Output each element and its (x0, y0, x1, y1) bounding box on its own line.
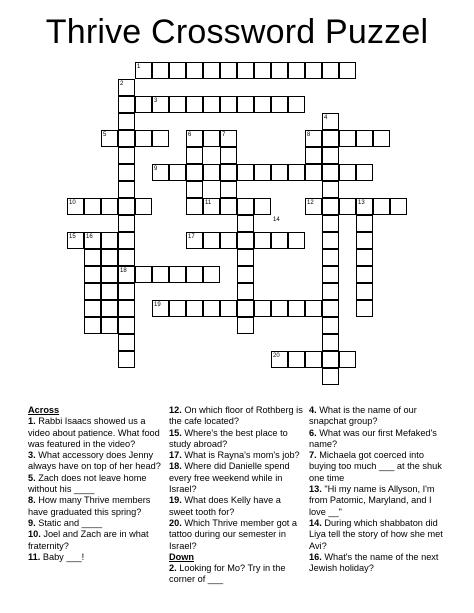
clue-text: Zach does not leave home without his ____ (28, 472, 147, 495)
cell-number: 19 (154, 302, 161, 308)
cell-number: 17 (188, 234, 195, 240)
grid-cell[interactable] (152, 266, 169, 283)
clue (309, 405, 449, 428)
clue-number: 6. (309, 427, 317, 438)
clue (309, 450, 449, 484)
grid-cell[interactable] (220, 300, 237, 317)
clue-text: What is Rayna's mom's job? (184, 450, 300, 461)
grid-cell[interactable] (118, 351, 135, 368)
clue-text: Where's the best place to study abroad? (169, 427, 288, 449)
grid-cell[interactable] (322, 130, 339, 147)
grid-cell[interactable] (322, 351, 339, 368)
grid-cell[interactable] (152, 62, 169, 79)
grid-cell[interactable] (322, 283, 339, 300)
grid-cell[interactable] (118, 334, 135, 351)
clue-text: Rabbi Isaacs showed us a video about patience. What food was featured in the video? (28, 416, 160, 449)
clue-number: 18. (169, 461, 182, 472)
grid-cell[interactable] (356, 215, 373, 232)
grid-cell[interactable] (254, 300, 271, 317)
clue-text: On which floor of Rothberg is the cafe located? (169, 405, 303, 427)
clue-number: 5. (28, 472, 36, 483)
clue (309, 484, 449, 518)
clue (169, 405, 304, 428)
clue-number: 17. (169, 450, 182, 461)
clue (28, 416, 163, 450)
clue-number: 16. (309, 551, 322, 562)
clue (28, 552, 163, 563)
grid-cell[interactable] (322, 317, 339, 334)
grid-cell[interactable] (84, 283, 101, 300)
grid-cell[interactable] (186, 266, 203, 283)
clue-number: 11. (28, 551, 41, 562)
grid-cell[interactable] (254, 232, 271, 249)
grid-cell[interactable] (271, 96, 288, 113)
cell-number: 18 (120, 268, 127, 274)
grid-cell[interactable] (322, 334, 339, 351)
clue (169, 518, 304, 552)
grid-cell[interactable] (254, 164, 271, 181)
grid-cell[interactable] (101, 232, 118, 249)
grid-cell[interactable] (271, 62, 288, 79)
grid-cell[interactable] (322, 164, 339, 181)
clue-text: During which shabbaton did Liya tell the story of how she met Avi? (309, 517, 443, 551)
grid-cell[interactable] (101, 249, 118, 266)
cell-number: 12 (307, 200, 314, 206)
grid-cell[interactable] (118, 96, 135, 113)
grid-cell[interactable] (186, 181, 203, 198)
clue-text: What is the name of our snapchat group? (309, 405, 417, 427)
clue (28, 529, 163, 552)
clue (309, 518, 449, 552)
cell-number: 15 (69, 234, 76, 240)
cell-number: 8 (307, 132, 311, 138)
clue-number: 12. (169, 405, 182, 415)
grid-cell[interactable] (271, 232, 288, 249)
grid-cell[interactable] (135, 266, 152, 283)
cell-number: 11 (205, 200, 212, 206)
grid-cell[interactable] (322, 215, 339, 232)
grid-cell[interactable] (322, 198, 339, 215)
grid-cell[interactable] (169, 96, 186, 113)
clue (28, 495, 163, 518)
cell-number: 7 (222, 132, 226, 138)
grid-cell[interactable] (220, 198, 237, 215)
cell-number: 14 (273, 217, 280, 223)
clue-number: 20. (169, 517, 182, 528)
grid-cell[interactable] (271, 300, 288, 317)
grid-cell[interactable] (322, 181, 339, 198)
grid-cell[interactable] (356, 283, 373, 300)
grid-cell[interactable] (305, 300, 322, 317)
grid-cell[interactable] (237, 317, 254, 334)
grid-cell[interactable] (305, 62, 322, 79)
clue-number: 15. (169, 427, 182, 438)
grid-cell[interactable] (305, 147, 322, 164)
clue-number: 7. (309, 450, 317, 461)
grid-cell[interactable] (186, 96, 203, 113)
grid-cell[interactable] (135, 96, 152, 113)
cell-number: 6 (188, 132, 192, 138)
clue-text: Michaela got coerced into buying too much ___ at the shuk one time (309, 450, 442, 483)
grid-cell[interactable] (322, 266, 339, 283)
grid-cell[interactable] (118, 147, 135, 164)
grid-cell[interactable] (339, 164, 356, 181)
grid-cell[interactable] (322, 147, 339, 164)
grid-cell[interactable] (237, 249, 254, 266)
grid-cell[interactable] (237, 62, 254, 79)
grid-cell[interactable] (220, 232, 237, 249)
grid-cell[interactable] (339, 130, 356, 147)
grid-cell[interactable] (84, 317, 101, 334)
grid-cell[interactable] (254, 62, 271, 79)
grid-cell[interactable] (305, 351, 322, 368)
clues-column-1 (28, 405, 163, 563)
cell-number: 1 (137, 64, 141, 70)
grid-cell[interactable] (220, 164, 237, 181)
clue (169, 461, 304, 495)
grid-cell[interactable] (322, 368, 339, 385)
grid-cell[interactable] (254, 198, 271, 215)
clue-number: 3. (28, 450, 36, 461)
cell-number: 2 (120, 81, 124, 87)
grid-cell[interactable] (220, 62, 237, 79)
grid-cell[interactable] (118, 130, 135, 147)
grid-cell[interactable] (186, 62, 203, 79)
grid-cell[interactable] (237, 283, 254, 300)
grid-cell[interactable] (203, 164, 220, 181)
grid-cell[interactable] (220, 147, 237, 164)
clue-text: Joel and Zach are in what fraternity? (28, 529, 149, 551)
grid-cell[interactable] (237, 198, 254, 215)
grid-cell[interactable] (186, 198, 203, 215)
grid-cell[interactable] (135, 198, 152, 215)
cell-number: 10 (69, 200, 76, 206)
grid-cell[interactable] (356, 232, 373, 249)
grid-cell[interactable] (288, 351, 305, 368)
grid-cell[interactable] (186, 147, 203, 164)
grid-cell[interactable] (322, 249, 339, 266)
grid-cell[interactable] (118, 181, 135, 198)
down-header: Down (169, 551, 195, 562)
cell-number: 13 (358, 200, 365, 206)
grid-cell[interactable] (84, 249, 101, 266)
grid-cell[interactable] (186, 300, 203, 317)
puzzle-title: Thrive Crossword Puzzel (45, 13, 429, 51)
cell-number: 20 (273, 353, 280, 359)
clue-text: What does Kelly have a sweet tooth for? (169, 495, 281, 517)
grid-cell[interactable] (84, 198, 101, 215)
grid-cell[interactable] (373, 130, 390, 147)
grid-cell[interactable] (101, 283, 118, 300)
grid-cell[interactable] (254, 96, 271, 113)
grid-cell[interactable] (237, 232, 254, 249)
grid-cell[interactable] (101, 317, 118, 334)
grid-cell[interactable] (271, 164, 288, 181)
grid-cell[interactable] (186, 164, 203, 181)
grid-cell[interactable] (169, 300, 186, 317)
grid-cell[interactable] (152, 130, 169, 147)
clue (28, 518, 163, 529)
grid-cell[interactable] (220, 181, 237, 198)
grid-cell[interactable] (237, 96, 254, 113)
grid-cell[interactable] (203, 62, 220, 79)
clue (169, 450, 304, 461)
grid-cell[interactable] (118, 232, 135, 249)
grid-cell[interactable] (356, 266, 373, 283)
grid-cell[interactable] (339, 351, 356, 368)
grid-cell[interactable] (356, 164, 373, 181)
clue-text: Static and ____ (38, 517, 103, 528)
clues-column-3 (309, 405, 449, 574)
grid-cell[interactable] (101, 198, 118, 215)
grid-cell[interactable] (169, 266, 186, 283)
clue (169, 495, 304, 518)
grid-cell[interactable] (84, 300, 101, 317)
clue-number: 9. (28, 517, 36, 528)
cell-number: 16 (86, 234, 93, 240)
grid-cell[interactable] (169, 62, 186, 79)
clue (309, 552, 449, 575)
grid-cell[interactable] (288, 164, 305, 181)
grid-cell[interactable] (288, 96, 305, 113)
clue (309, 428, 449, 451)
grid-cell[interactable] (220, 96, 237, 113)
cell-number: 4 (324, 115, 328, 121)
clue-number: 4. (309, 405, 317, 415)
clue-text: Where did Danielle spend every free weekend while in Israel? (169, 461, 290, 495)
grid-cell[interactable] (305, 164, 322, 181)
grid-cell[interactable] (356, 249, 373, 266)
grid-cell[interactable] (118, 300, 135, 317)
grid-cell[interactable] (118, 164, 135, 181)
clue (28, 450, 163, 473)
grid-cell[interactable] (237, 266, 254, 283)
grid-cell[interactable] (288, 62, 305, 79)
grid-cell[interactable] (118, 113, 135, 130)
clue-text: What's the name of the next Jewish holiday? (309, 551, 439, 574)
clue-number: 1. (28, 416, 36, 427)
grid-cell[interactable] (203, 266, 220, 283)
grid-cell[interactable] (203, 96, 220, 113)
grid-cell[interactable] (118, 317, 135, 334)
grid-cell[interactable] (84, 266, 101, 283)
grid-cell[interactable] (118, 249, 135, 266)
cell-number: 5 (103, 132, 107, 138)
grid-cell[interactable] (118, 283, 135, 300)
across-header: Across (28, 405, 60, 415)
clue-text: What was our first Mefaked's name? (309, 427, 437, 449)
grid-cell[interactable] (288, 300, 305, 317)
grid-cell[interactable] (339, 62, 356, 79)
grid-cell[interactable] (203, 130, 220, 147)
clue-text: What accessory does Jenny always have on top of her head? (28, 450, 161, 472)
clue-number: 8. (28, 495, 36, 506)
clue-text: Looking for Mo? Try in the corner of ___ (169, 563, 286, 585)
clue-text: How many Thrive members have graduated this spring? (28, 495, 151, 517)
grid-cell[interactable] (322, 232, 339, 249)
grid-cell[interactable] (118, 198, 135, 215)
clue (169, 563, 304, 586)
grid-cell[interactable] (101, 266, 118, 283)
cell-number: 3 (154, 98, 158, 104)
grid-cell[interactable] (203, 300, 220, 317)
grid-cell[interactable] (322, 300, 339, 317)
grid-cell[interactable] (237, 300, 254, 317)
clue-number: 19. (169, 495, 182, 506)
grid-cell[interactable] (135, 130, 152, 147)
clue (28, 473, 163, 496)
grid-cell[interactable] (339, 198, 356, 215)
grid-cell[interactable] (288, 232, 305, 249)
cell-number: 9 (154, 166, 158, 172)
grid-cell[interactable] (356, 300, 373, 317)
grid-cell[interactable] (390, 198, 407, 215)
clue-number: 10. (28, 529, 41, 540)
clue-number: 2. (169, 563, 177, 574)
grid-cell[interactable] (322, 62, 339, 79)
clue-number: 14. (309, 517, 322, 528)
grid-cell[interactable] (101, 300, 118, 317)
grid-cell[interactable] (203, 232, 220, 249)
clue (169, 428, 304, 451)
clues-column-2 (169, 405, 304, 586)
grid-cell[interactable] (118, 215, 135, 232)
clue-text: "Hi my name is Allyson, I'm from Patomic, Maryland, and I love __" (309, 484, 435, 517)
grid-cell[interactable] (169, 164, 186, 181)
grid-cell[interactable] (237, 164, 254, 181)
grid-cell[interactable] (356, 130, 373, 147)
clue-number: 13. (309, 484, 322, 495)
grid-cell[interactable] (237, 215, 254, 232)
clue-text: Baby ___! (42, 551, 85, 562)
clue-text: Which Thrive member got a tattoo during our semester in Israel? (169, 517, 298, 551)
grid-cell[interactable] (373, 198, 390, 215)
